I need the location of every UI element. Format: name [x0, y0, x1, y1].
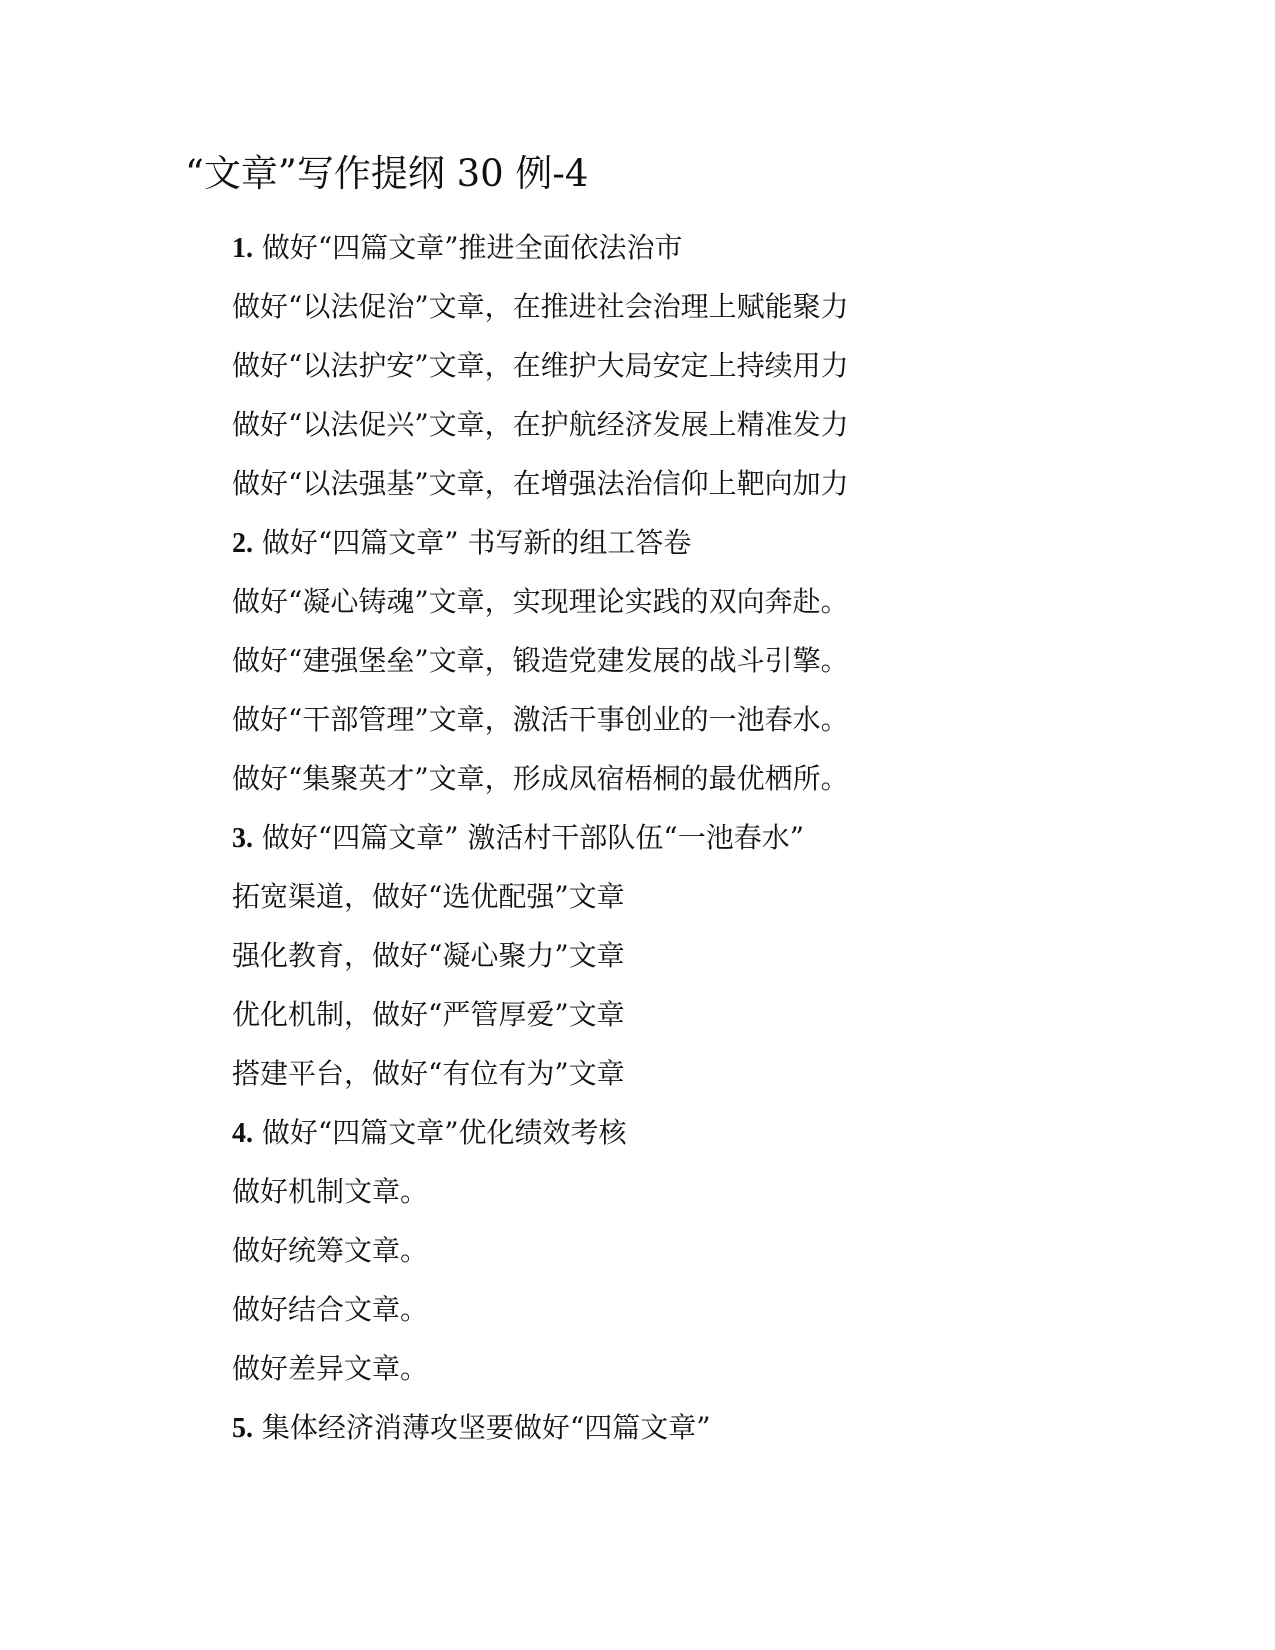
list-item: 优化机制，做好“严管厚爱”文章: [232, 998, 625, 1031]
list-item: 搭建平台，做好“有位有为”文章: [232, 1057, 625, 1090]
section-heading-text: 集体经济消薄攻坚要做好“四篇文章”: [253, 1411, 711, 1444]
section-heading-text: 做好“四篇文章”推进全面依法治市: [253, 231, 683, 264]
list-item: 做好“集聚英才”文章，形成凤宿梧桐的最优栖所。: [232, 762, 849, 795]
section-number: 2.: [232, 528, 253, 559]
list-item: 强化教育，做好“凝心聚力”文章: [232, 939, 625, 972]
list-item: 做好“凝心铸魂”文章，实现理论实践的双向奔赴。: [232, 585, 849, 618]
list-item: 做好结合文章。: [232, 1293, 429, 1326]
list-item: 做好“以法促治”文章，在推进社会治理上赋能聚力: [232, 290, 849, 323]
section-number: 1.: [232, 233, 253, 264]
section-heading-text: 做好“四篇文章”优化绩效考核: [253, 1116, 627, 1149]
list-item: 做好“以法促兴”文章，在护航经济发展上精准发力: [232, 408, 849, 441]
section-heading: [232, 513, 849, 572]
document-title: “文章”写作提纲 30 例-4: [185, 152, 589, 195]
list-item: 拓宽渠道，做好“选优配强”文章: [232, 880, 625, 913]
section-heading-text: 做好“四篇文章” 激活村干部队伍“一池春水”: [253, 821, 805, 854]
document-body: [232, 218, 849, 1457]
list-item: 做好“建强堡垒”文章，锻造党建发展的战斗引擎。: [232, 644, 849, 677]
section-number: 3.: [232, 823, 253, 854]
list-item: 做好差异文章。: [232, 1352, 429, 1385]
list-item: 做好“以法护安”文章，在维护大局安定上持续用力: [232, 349, 849, 382]
section-heading: [232, 808, 849, 867]
section-heading: [232, 218, 849, 277]
section-number: 4.: [232, 1118, 253, 1149]
section-heading: [232, 1398, 849, 1457]
section-heading: [232, 1103, 849, 1162]
section-number: 5.: [232, 1413, 253, 1444]
list-item: 做好“干部管理”文章，激活干事创业的一池春水。: [232, 703, 849, 736]
section-heading-text: 做好“四篇文章” 书写新的组工答卷: [253, 526, 692, 559]
list-item: 做好机制文章。: [232, 1175, 429, 1208]
list-item: 做好统筹文章。: [232, 1234, 429, 1267]
list-item: 做好“以法强基”文章，在增强法治信仰上靶向加力: [232, 467, 849, 500]
